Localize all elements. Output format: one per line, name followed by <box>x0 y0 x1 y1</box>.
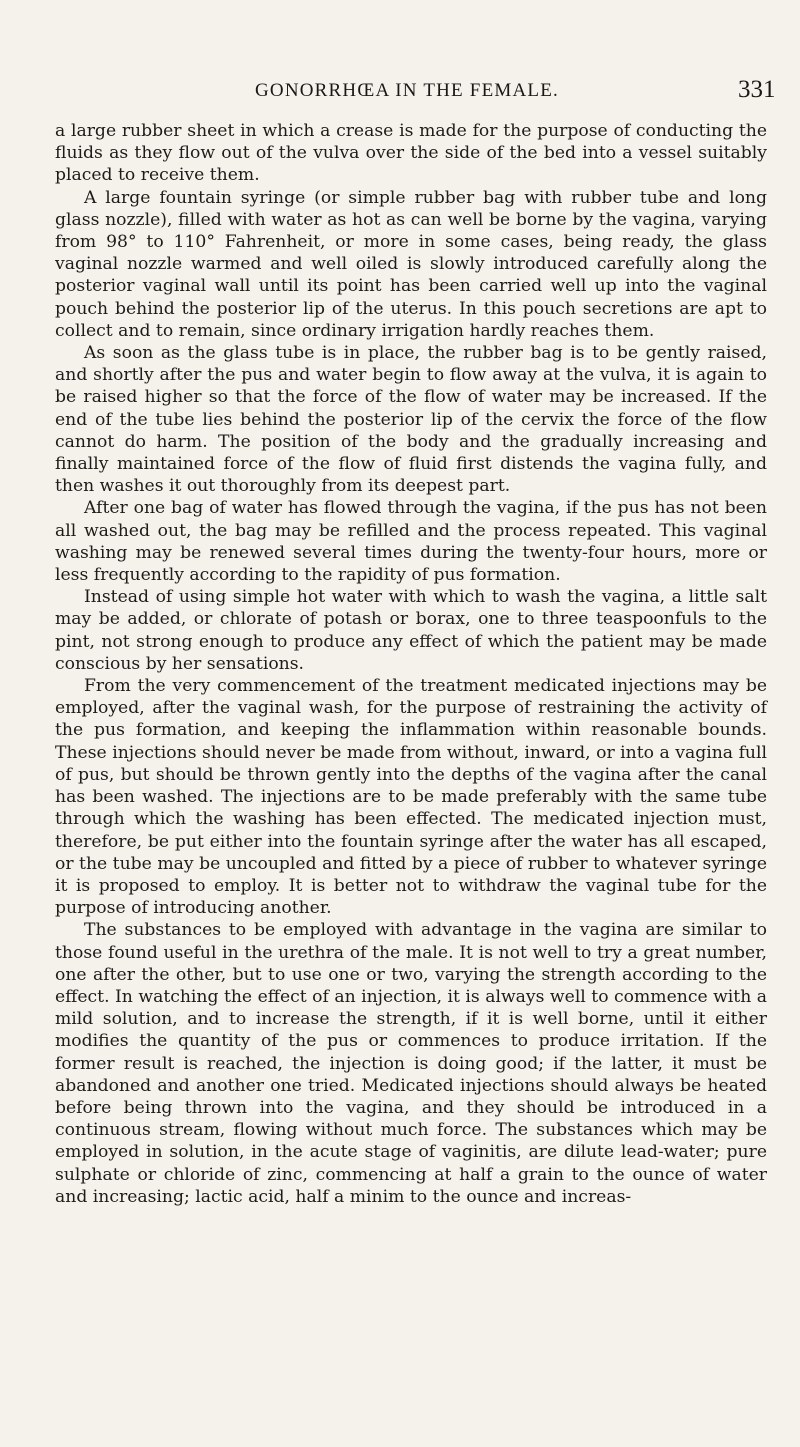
running-title: GONORRHŒA IN THE FEMALE. <box>255 80 559 101</box>
page-number: 331 <box>738 76 776 103</box>
paragraph: After one bag of water has flowed through the vagina, if the pus has not been all washed out, the bag may be refilled and the process repeated. This vaginal washing may be renewed several times during the twenty-four hours, more or less frequently according to the rapidity of pus formation. <box>55 498 767 586</box>
paragraph: A large fountain syringe (or simple rubber bag with rubber tube and long glass nozzle), filled with water as hot as can well be borne by the vagina, varying from 98° to 110° Fahrenheit, or more in some cases, being ready, the glass vaginal nozzle warmed and well oiled is slowly introduced carefully along the posterior vaginal wall until its point has been carried well up into the vaginal pouch behind the posterior lip of the uterus. In this pouch secretions are apt to collect and to remain, since ordinary irrigation hardly reaches them. <box>55 187 767 341</box>
paragraph: As soon as the glass tube is in place, the rubber bag is to be gently raised, and shortly after the pus and water begin to flow away at the vulva, it is again to be raised higher so that the force of the flow of water may be increased. If the end of the tube lies behind the posterior lip of the cervix the force of the flow cannot do harm. The position of the body and the gradually increasing and finally maintained force of the flow of fluid first distends the vagina fully, and then washes it out thoroughly from its deepest part. <box>55 343 767 497</box>
paragraph: The substances to be employed with advantage in the vagina are similar to those found useful in the urethra of the male. It is not well to try a great number, one after the other, but to use one or two, varying the strength according to the effect. In watching the effect of an injection, it is always well to commence with a mild solution, and to increase the strength, if it is well borne, until it either modifies the quantity of the pus or commences to produce irritation. If the former result is reached, the injection is doing good; if the latter, it must be abandoned and another one tried. Medicated injections should always be heated before being thrown into the vagina, and they should be introduced in a continuous stream, flowing without much force. The substances which may be employed in solution, in the acute stage of vaginitis, are dilute lead-water; pure sulphate or chloride of zinc, commencing at half a grain to the ounce of water and increasing; lactic acid, half a minim to the ounce and increas- <box>55 920 767 1207</box>
paragraph: From the very commencement of the treatment medicated injections may be employed, after the vaginal wash, for the purpose of restraining the activity of the pus formation, and keeping the inflammation within reasonable bounds. These injections should never be made from without, inward, or into a vagina full of pus, but should be thrown gently into the depths of the vagina after the canal has been washed. The injections are to be made preferably with the same tube through which the washing has been effected. The medicated injection must, therefore, be put either into the fountain syringe after the water has all escaped, or the tube may be uncoupled and fitted by a piece of rubber to whatever syringe it is proposed to employ. It is better not to withdraw the vaginal tube for the purpose of introducing another. <box>55 676 767 919</box>
paragraph: Instead of using simple hot water with which to wash the vagina, a little salt may be added, or chlorate of potash or borax, one to three teaspoonfuls to the pint, not strong enough to produce any effect of which the patient may be made conscious by her sensations. <box>55 587 767 674</box>
body-text <box>55 120 767 1208</box>
running-head <box>0 58 800 103</box>
paragraph-continuation: a large rubber sheet in which a crease is made for the purpose of conducting the fluids as they flow out of the vulva over the side of the bed into a vessel suitably placed to receive them. <box>55 121 767 186</box>
